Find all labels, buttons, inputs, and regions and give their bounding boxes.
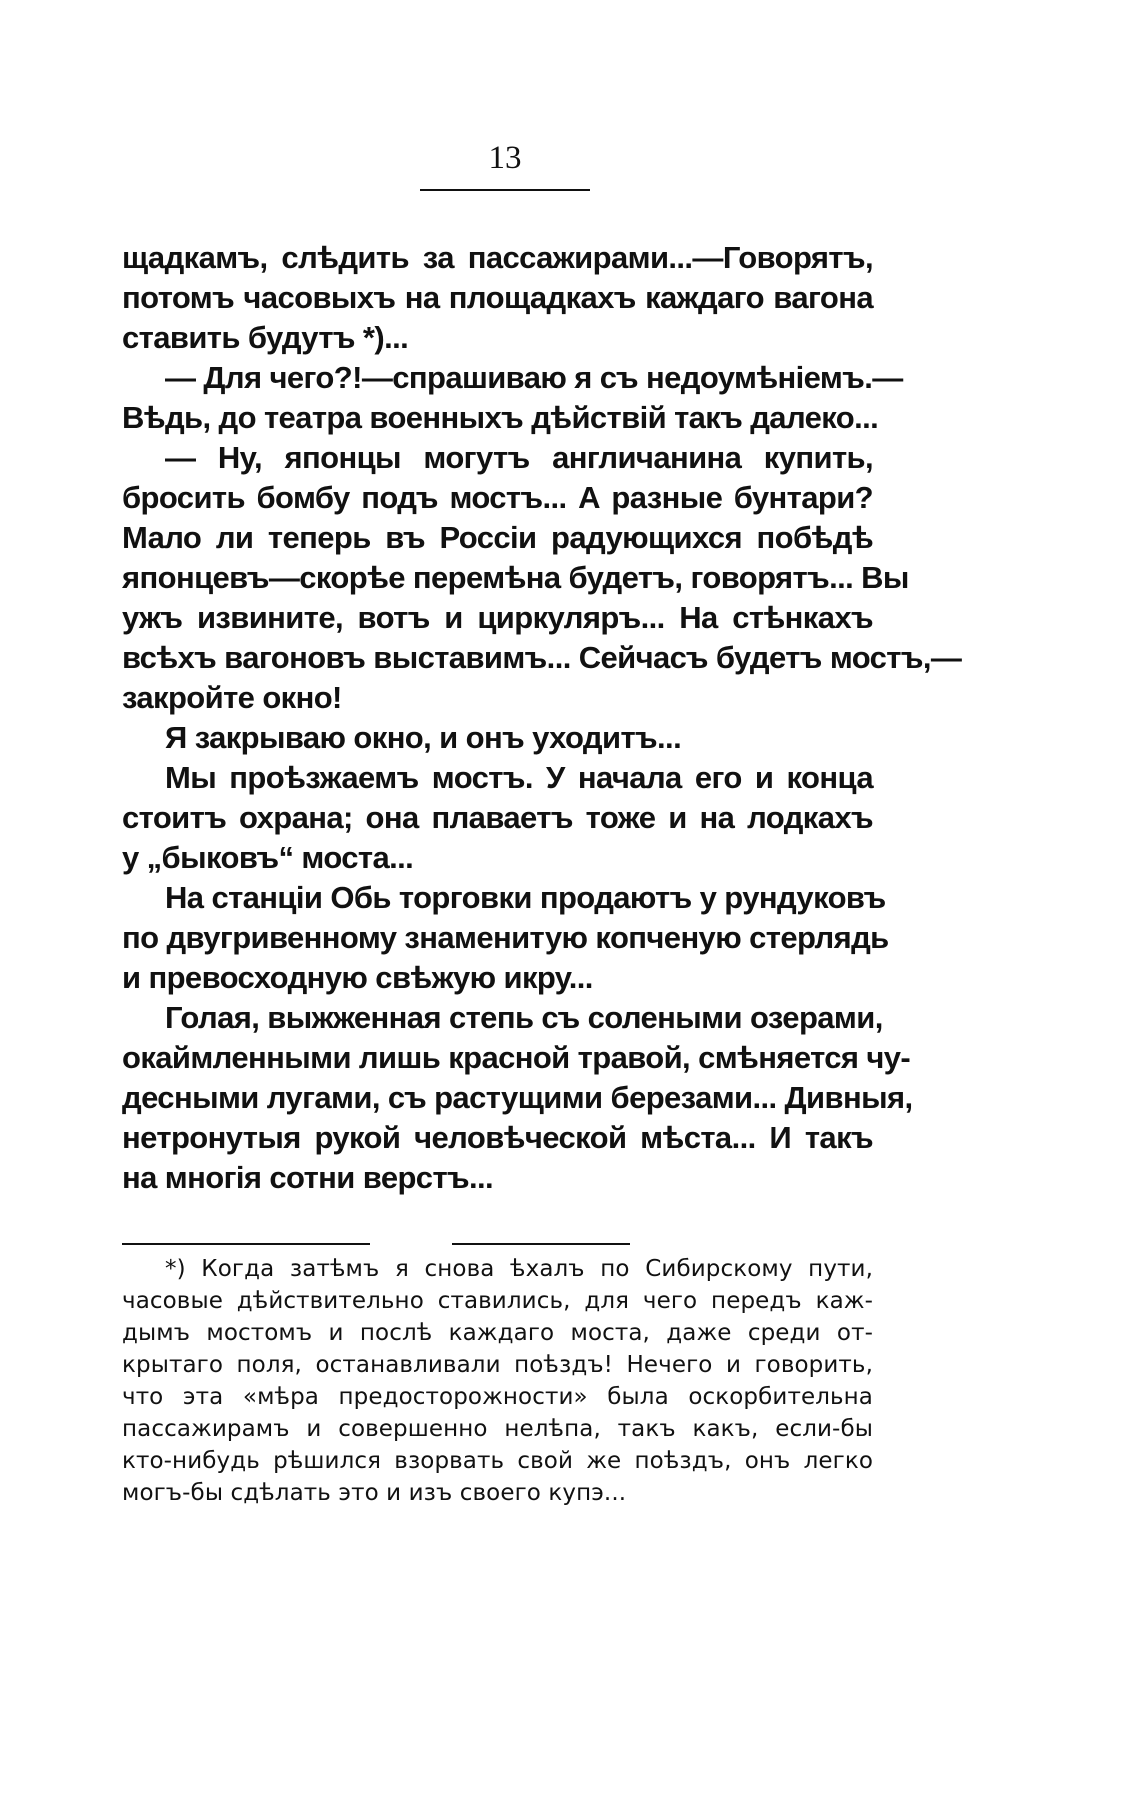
text-line: потомъ часовыхъ на площадкахъ каждаго вагона xyxy=(122,280,873,315)
footnote-line: крытаго поля, останавливали поѣздъ! Нечего и говорить, xyxy=(122,1352,873,1378)
text-line: нетронутыя рукой человѣческой мѣста... И такъ xyxy=(122,1120,873,1155)
text-line: Мало ли теперь въ Россіи радующихся побѣдѣ xyxy=(122,520,873,555)
footnote-separator xyxy=(122,1243,873,1245)
footnote-line: кто-нибудь рѣшился взорвать свой же поѣздъ, онъ легко xyxy=(122,1448,873,1474)
text-line: закройте окно! xyxy=(122,680,342,715)
text-line: японцевъ—скорѣе перемѣна будетъ, говорятъ... Вы xyxy=(122,560,909,595)
text-line: на многія сотни верстъ... xyxy=(122,1160,494,1195)
text-line: десными лугами, съ растущими березами... Дивныя, xyxy=(122,1080,913,1115)
footnote-line: могъ-бы сдѣлать это и изъ своего купэ... xyxy=(122,1480,627,1506)
text-line: и превосходную свѣжую икру... xyxy=(122,960,593,995)
footnote-line: часовые дѣйствительно ставились, для чего передъ каж- xyxy=(122,1288,873,1314)
text-line: всѣхъ вагоновъ выставимъ... Сейчасъ будетъ мостъ,— xyxy=(122,640,962,675)
page-number: 13 xyxy=(488,140,522,176)
page-number-rule xyxy=(420,189,590,191)
text-line: по двугривенному знаменитую копченую стерлядь xyxy=(122,920,889,955)
text-line: ужъ извините, вотъ и циркуляръ... На стѣнкахъ xyxy=(122,600,873,635)
text-line: у „быковъ“ моста... xyxy=(122,840,414,875)
text-line: щадкамъ, слѣдить за пассажирами...—Говорятъ, xyxy=(122,240,873,275)
footnote-line: дымъ мостомъ и послѣ каждаго моста, даже среди от- xyxy=(122,1320,873,1346)
text-line: — Для чего?!—спрашиваю я съ недоумѣніемъ.— xyxy=(165,360,903,395)
text-line: Я закрываю окно, и онъ уходитъ... xyxy=(165,720,682,755)
text-line: — Ну, японцы могутъ англичанина купить, xyxy=(165,440,873,475)
footnote-line: пассажирамъ и совершенно нелѣпа, такъ какъ, если-бы xyxy=(122,1416,873,1442)
text-line: ставить будутъ *)... xyxy=(122,320,409,355)
footnote xyxy=(122,1253,873,1509)
text-line: окаймленными лишь красной травой, смѣняется чу- xyxy=(122,1040,911,1075)
text-line: Голая, выжженная степь съ солеными озерами, xyxy=(165,1000,883,1035)
footnote-rule-left xyxy=(122,1243,370,1245)
text-line: бросить бомбу подъ мостъ... А разные бунтари? xyxy=(122,480,873,515)
main-text xyxy=(122,238,962,1198)
footnote-rule-right xyxy=(452,1243,630,1245)
text-line: На станціи Обь торговки продаютъ у рундуковъ xyxy=(165,880,886,915)
text-line: Вѣдь, до театра военныхъ дѣйствій такъ далеко... xyxy=(122,400,879,435)
footnote-line: *) Когда затѣмъ я снова ѣхалъ по Сибирскому пути, xyxy=(165,1256,873,1282)
footnote-line: что эта «мѣра предосторожности» была оскорбительна xyxy=(122,1384,873,1410)
text-line: стоитъ охрана; она плаваетъ тоже и на лодкахъ xyxy=(122,800,873,835)
text-line: Мы проѣзжаемъ мостъ. У начала его и конца xyxy=(165,760,873,795)
